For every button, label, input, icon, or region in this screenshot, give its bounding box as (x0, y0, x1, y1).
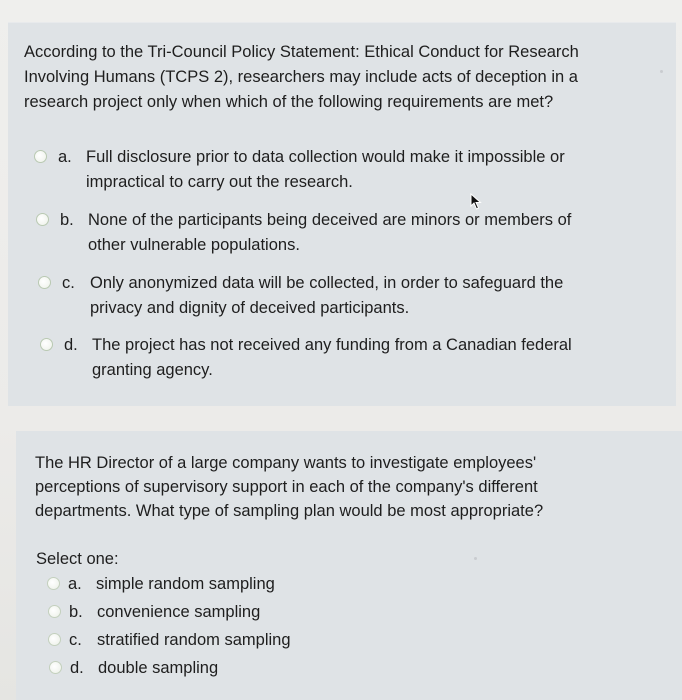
option-text: The project has not received any funding from a Canadian federal granting agency. (92, 336, 572, 379)
radio-unselected-icon[interactable] (48, 633, 61, 646)
option-letter: d. (64, 336, 78, 354)
option-letter: b. (60, 211, 74, 229)
option-text: Full disclosure prior to data collection would make it impossible or impractical to carry out the research. (86, 148, 565, 191)
radio-unselected-icon[interactable] (49, 661, 62, 674)
mouse-pointer-icon (470, 193, 484, 211)
question-1-prompt: According to the Tri-Council Policy Statement: Ethical Conduct for Research Involving Humans (TCPS 2), researchers may include acts of deception in a research project only when which of the following requirements are met? (24, 43, 579, 111)
option-letter: a. (58, 148, 72, 166)
option-letter: c. (69, 631, 82, 649)
screen-speck (474, 557, 477, 560)
radio-unselected-icon[interactable] (36, 213, 49, 226)
option-letter: d. (70, 659, 84, 677)
option-letter: a. (68, 575, 82, 593)
radio-unselected-icon[interactable] (47, 577, 60, 590)
option-text: Only anonymized data will be collected, in order to safeguard the privacy and dignity of deceived participants. (90, 274, 564, 317)
question-1-panel (8, 22, 676, 406)
question-2-panel (16, 431, 682, 700)
radio-unselected-icon[interactable] (34, 150, 47, 163)
question-2-prompt: The HR Director of a large company wants to investigate employees' perceptions of supervisory support in each of the company's different departments. What type of sampling plan would be most appropriate? (35, 454, 544, 520)
option-text: stratified random sampling (97, 631, 291, 649)
option-text: None of the participants being deceived are minors or members of other vulnerable populations. (88, 211, 572, 254)
select-one-label: Select one: (36, 550, 119, 568)
option-letter: b. (69, 603, 83, 621)
screen-speck (660, 70, 663, 73)
option-text: double sampling (98, 659, 219, 677)
option-text: convenience sampling (97, 603, 261, 621)
radio-unselected-icon[interactable] (48, 605, 61, 618)
radio-unselected-icon[interactable] (38, 276, 51, 289)
option-text: simple random sampling (96, 575, 275, 593)
radio-unselected-icon[interactable] (40, 338, 53, 351)
option-letter: c. (62, 274, 75, 292)
